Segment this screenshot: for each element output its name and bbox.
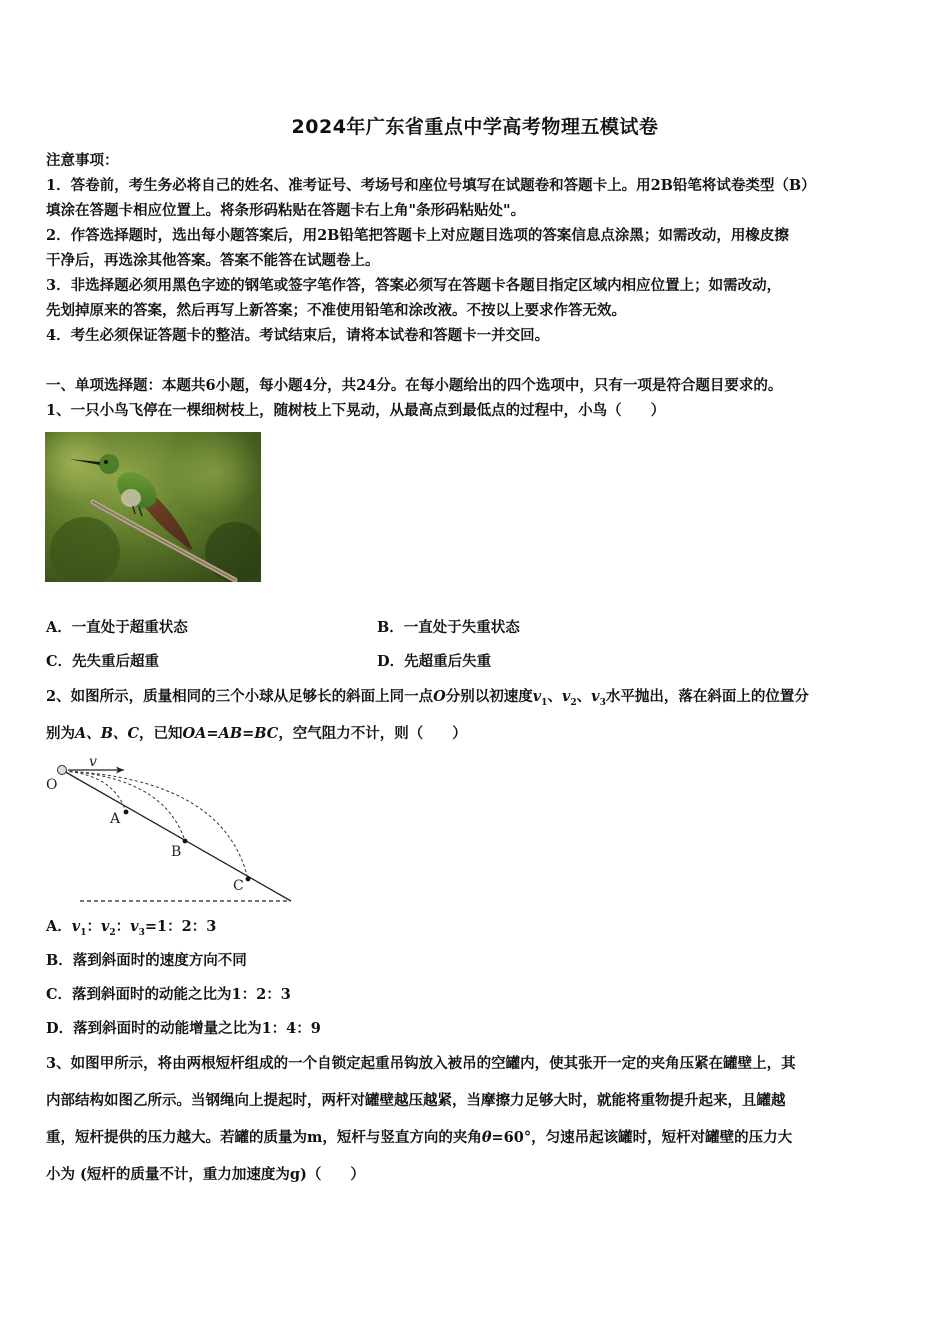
option-prefix: A． xyxy=(46,918,72,935)
point-b-dot xyxy=(183,839,188,844)
label-o: O xyxy=(46,777,58,793)
points-abc: A、B、C xyxy=(75,725,140,742)
notice-line: 2．作答选择题时，选出每小题答案后，用2B铅笔把答题卡上对应题目选项的答案信息点涂黑；如需改动，用橡皮擦 xyxy=(46,227,789,244)
notice-line: 4．考生必须保证答题卡的整洁。考试结束后，请将本试卷和答题卡一并交回。 xyxy=(46,327,550,344)
label-c: C xyxy=(233,878,244,894)
incline-line xyxy=(62,770,291,901)
q2-option-a xyxy=(46,917,216,943)
separator: 、 xyxy=(576,688,592,705)
theta-symbol: θ xyxy=(481,1129,492,1146)
q2-option-c: C．落到斜面时的动能之比为1：2：3 xyxy=(46,986,291,1003)
ball xyxy=(58,766,67,775)
q3-line1: 3、如图甲所示，将由两根短杆组成的一个自锁定起重吊钩放入被吊的空罐内，使其张开一定的夹角压紧在罐壁上，其 xyxy=(46,1055,796,1072)
notice-line: 干净后，再选涂其他答案。答案不能答在试题卷上。 xyxy=(46,252,380,269)
velocity-symbol: v xyxy=(561,688,571,705)
notice-line: 1．答卷前，考生务必将自己的姓名、准考证号、考场号和座位号填写在试题卷和答题卡上。用2B铅笔将试卷类型（B） xyxy=(46,177,816,194)
point-a-dot xyxy=(124,810,129,815)
subscript: 3 xyxy=(138,927,145,938)
q3-line3 xyxy=(46,1128,908,1148)
q2-text: ，已知 xyxy=(139,725,183,742)
q2-text: 分别以初速度 xyxy=(445,688,533,705)
colon: ： xyxy=(115,918,131,935)
section-heading: 一、单项选择题：本题共6小题，每小题4分，共24分。在每小题给出的四个选项中，只有一项是符合题目要求的。 xyxy=(46,377,783,394)
hummingbird-image xyxy=(45,432,261,582)
velocity-symbol: v xyxy=(532,688,542,705)
velocity-symbol: v xyxy=(100,918,110,935)
q2-option-b: B．落到斜面时的速度方向不同 xyxy=(46,952,247,969)
point-o: O xyxy=(433,688,446,705)
notice-line: 填涂在答题卡相应位置上。将条形码粘贴在答题卡右上角"条形码粘贴处"。 xyxy=(46,202,526,219)
q2-text: 2、如图所示，质量相同的三个小球从足够长的斜面上同一点 xyxy=(46,688,434,705)
notice-line: 3．非选择题必须用黑色字迹的钢笔或签字笔作答，答案必须写在答题卡各题目指定区域内相应位置上；如需改动， xyxy=(46,277,782,294)
q3-line2: 内部结构如图乙所示。当钢绳向上提起时，两杆对罐壁越压越紧，当摩擦力足够大时，就能将重物提升起来，且罐越 xyxy=(46,1092,786,1109)
notice-heading: 注意事项： xyxy=(46,152,119,169)
label-a: A xyxy=(110,811,121,827)
subscript: 2 xyxy=(109,927,116,938)
q1-stem: 1、一只小鸟飞停在一棵细树枝上，随树枝上下晃动，从最高点到最低点的过程中，小鸟（ ） xyxy=(46,402,666,419)
separator: 、 xyxy=(547,688,562,705)
velocity-symbol: v xyxy=(130,918,139,935)
q2-text: ，空气阻力不计，则（ ） xyxy=(278,725,467,742)
subscript: 3 xyxy=(599,697,606,708)
hummingbird-photo xyxy=(45,432,261,582)
colon: ： xyxy=(86,918,101,935)
q2-text: 水平抛出，落在斜面上的位置分 xyxy=(605,688,809,705)
velocity-symbol: v xyxy=(591,688,600,705)
q1-option-a: A．一直处于超重状态 xyxy=(46,619,188,636)
equal-segments: OA=AB=BC xyxy=(182,725,279,742)
q3-line4: 小为 (短杆的质量不计，重力加速度为g)（ ） xyxy=(46,1166,365,1183)
point-c-dot xyxy=(246,877,251,882)
page-title: 2024年广东省重点中学高考物理五模试卷 xyxy=(291,116,659,138)
subscript: 2 xyxy=(570,697,577,708)
subscript: 1 xyxy=(541,697,548,708)
ratio-tail: =1：2：3 xyxy=(144,918,217,935)
incline-diagram xyxy=(44,753,300,909)
notice-line: 先划掉原来的答案，然后再写上新答案；不准使用铅笔和涂改液。不按以上要求作答无效。 xyxy=(46,302,626,319)
q1-option-d: D．先超重后失重 xyxy=(377,653,492,670)
q1-option-b: B．一直处于失重状态 xyxy=(377,619,520,636)
q2-text: 别为 xyxy=(46,725,75,742)
q2-option-d: D．落到斜面时的动能增量之比为1：4：9 xyxy=(46,1020,321,1037)
q2-stem-line2 xyxy=(46,724,908,744)
label-v: v xyxy=(89,754,97,770)
q2-stem-line1 xyxy=(46,687,908,713)
q3-text: =60°，匀速吊起该罐时，短杆对罐壁的压力大 xyxy=(491,1129,793,1146)
velocity-symbol: v xyxy=(71,918,81,935)
incline-figure xyxy=(44,753,300,909)
q1-option-c: C．先失重后超重 xyxy=(46,653,160,670)
subscript: 1 xyxy=(80,927,87,938)
label-b: B xyxy=(171,844,182,860)
q3-text: 重，短杆提供的压力越大。若罐的质量为m，短杆与竖直方向的夹角 xyxy=(46,1129,482,1146)
